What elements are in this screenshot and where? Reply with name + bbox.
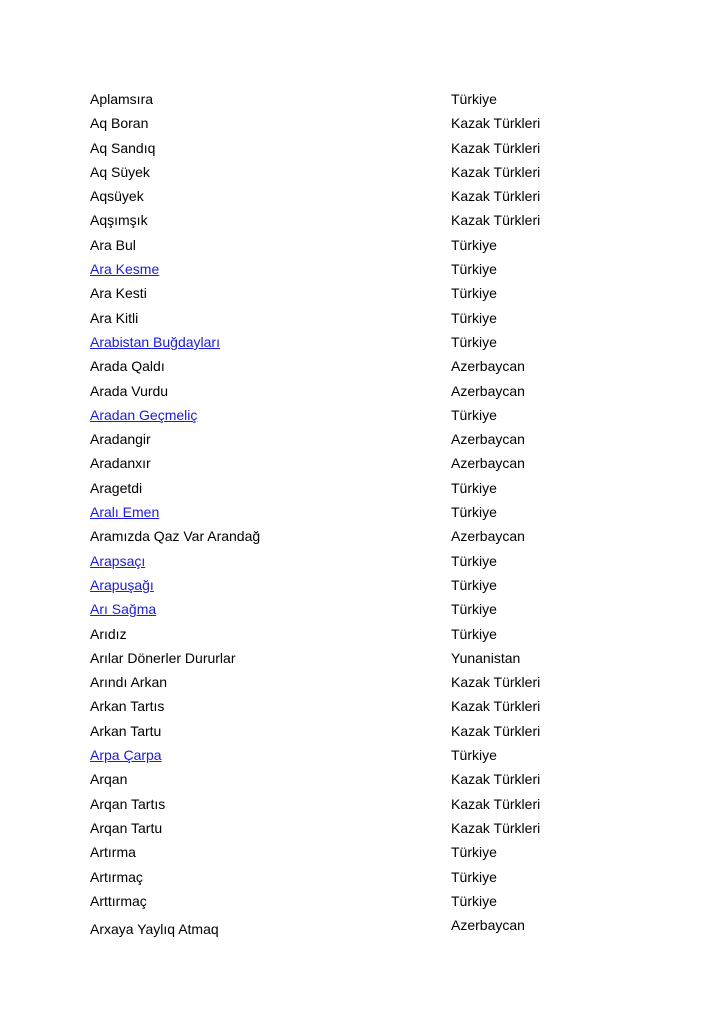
game-region: Kazak Türkleri <box>451 139 541 156</box>
game-region: Türkiye <box>451 504 497 521</box>
game-name: Arılar Dönerler Dururlar <box>90 649 236 666</box>
game-name: Arttırmaç <box>90 892 147 909</box>
game-region: Türkiye <box>451 844 497 861</box>
game-list <box>90 87 690 941</box>
game-region: Azerbaycan <box>451 528 525 545</box>
game-region: Türkiye <box>451 601 497 618</box>
list-item <box>90 670 690 694</box>
game-name: Aqsüyek <box>90 188 144 205</box>
game-name: Aragetdi <box>90 479 143 496</box>
list-item <box>90 865 690 889</box>
list-item <box>90 281 690 305</box>
list-item <box>90 573 690 597</box>
game-name-link[interactable]: Arı Sağma <box>90 601 157 618</box>
list-item <box>90 767 690 791</box>
game-name: Arındı Arkan <box>90 674 168 691</box>
game-region: Türkiye <box>451 285 497 302</box>
list-item <box>90 160 690 184</box>
list-item <box>90 257 690 281</box>
list-item <box>90 208 690 232</box>
list-item <box>90 549 690 573</box>
game-name: Artırmaç <box>90 868 143 885</box>
game-region: Azerbaycan <box>451 917 525 934</box>
game-region: Türkiye <box>451 261 497 278</box>
list-item <box>90 840 690 864</box>
game-name: Arada Qaldı <box>90 358 165 375</box>
list-item <box>90 306 690 330</box>
game-name: Aqşımşık <box>90 212 148 229</box>
game-region: Türkiye <box>451 892 497 909</box>
list-item <box>90 816 690 840</box>
list-item <box>90 694 690 718</box>
list-item <box>90 403 690 427</box>
game-region: Türkiye <box>451 576 497 593</box>
list-item <box>90 476 690 500</box>
list-item <box>90 597 690 621</box>
game-name-link[interactable]: Arpa Çarpa <box>90 747 162 764</box>
game-name-link[interactable]: Ara Kesme <box>90 261 160 278</box>
game-name: Arqan <box>90 771 128 788</box>
game-name: Arkan Tartu <box>90 722 162 739</box>
list-item <box>90 330 690 354</box>
game-name: Arkan Tartıs <box>90 698 165 715</box>
game-region: Kazak Türkleri <box>451 698 541 715</box>
game-region: Türkiye <box>451 552 497 569</box>
game-name-link[interactable]: Arabistan Buğdayları <box>90 333 220 350</box>
game-name: Arqan Tartıs <box>90 795 166 812</box>
list-item <box>90 500 690 524</box>
game-region: Türkiye <box>451 333 497 350</box>
list-item <box>90 87 690 111</box>
game-region: Azerbaycan <box>451 358 525 375</box>
game-region: Kazak Türkleri <box>451 771 541 788</box>
list-item <box>90 719 690 743</box>
game-name: Aradanxır <box>90 455 151 472</box>
game-name: Aq Sandıq <box>90 139 156 156</box>
game-name-link[interactable]: Arapuşağı <box>90 576 154 593</box>
game-name: Arqan Tartu <box>90 819 163 836</box>
game-name: Ara Kitli <box>90 309 139 326</box>
game-name: Aq Süyek <box>90 163 150 180</box>
game-region: Azerbaycan <box>451 455 525 472</box>
game-name: Arada Vurdu <box>90 382 169 399</box>
list-item <box>90 427 690 451</box>
list-item <box>90 622 690 646</box>
list-item <box>90 913 690 941</box>
game-name: Aplamsıra <box>90 91 154 107</box>
game-name: Ara Kesti <box>90 285 147 302</box>
game-name-link[interactable]: Aradan Geçmeliç <box>90 406 198 423</box>
game-region: Yunanistan <box>451 649 521 666</box>
list-item <box>90 889 690 913</box>
game-region: Kazak Türkleri <box>451 188 541 205</box>
game-region: Türkiye <box>451 747 497 764</box>
game-name: Artırma <box>90 844 136 861</box>
game-region: Kazak Türkleri <box>451 212 541 229</box>
game-region: Türkiye <box>451 625 497 642</box>
game-name-link[interactable]: Aralı Emen <box>90 504 160 521</box>
list-item <box>90 184 690 208</box>
list-item <box>90 743 690 767</box>
list-item <box>90 792 690 816</box>
game-name-link[interactable]: Arapsaçı <box>90 552 146 569</box>
list-item <box>90 111 690 135</box>
list-item <box>90 451 690 475</box>
list-item <box>90 379 690 403</box>
game-region: Kazak Türkleri <box>451 674 541 691</box>
game-region: Türkiye <box>451 406 497 423</box>
game-name: Ara Bul <box>90 236 136 253</box>
game-region: Türkiye <box>451 91 497 107</box>
list-item <box>90 233 690 257</box>
game-name: Arxaya Yaylıq Atmaq <box>90 921 219 938</box>
game-region: Kazak Türkleri <box>451 163 541 180</box>
game-region: Azerbaycan <box>451 431 525 448</box>
game-region: Türkiye <box>451 868 497 885</box>
list-item <box>90 136 690 160</box>
game-region: Kazak Türkleri <box>451 115 541 132</box>
game-name: Aq Boran <box>90 115 149 132</box>
game-region: Kazak Türkleri <box>451 819 541 836</box>
game-region: Türkiye <box>451 479 497 496</box>
game-region: Türkiye <box>451 309 497 326</box>
game-region: Kazak Türkleri <box>451 795 541 812</box>
game-region: Türkiye <box>451 236 497 253</box>
game-name: Aradangir <box>90 431 151 448</box>
list-item <box>90 646 690 670</box>
list-item <box>90 524 690 548</box>
game-region: Azerbaycan <box>451 382 525 399</box>
list-item <box>90 354 690 378</box>
game-name: Arıdız <box>90 625 127 642</box>
game-region: Kazak Türkleri <box>451 722 541 739</box>
game-name: Aramızda Qaz Var Arandağ <box>90 528 261 545</box>
